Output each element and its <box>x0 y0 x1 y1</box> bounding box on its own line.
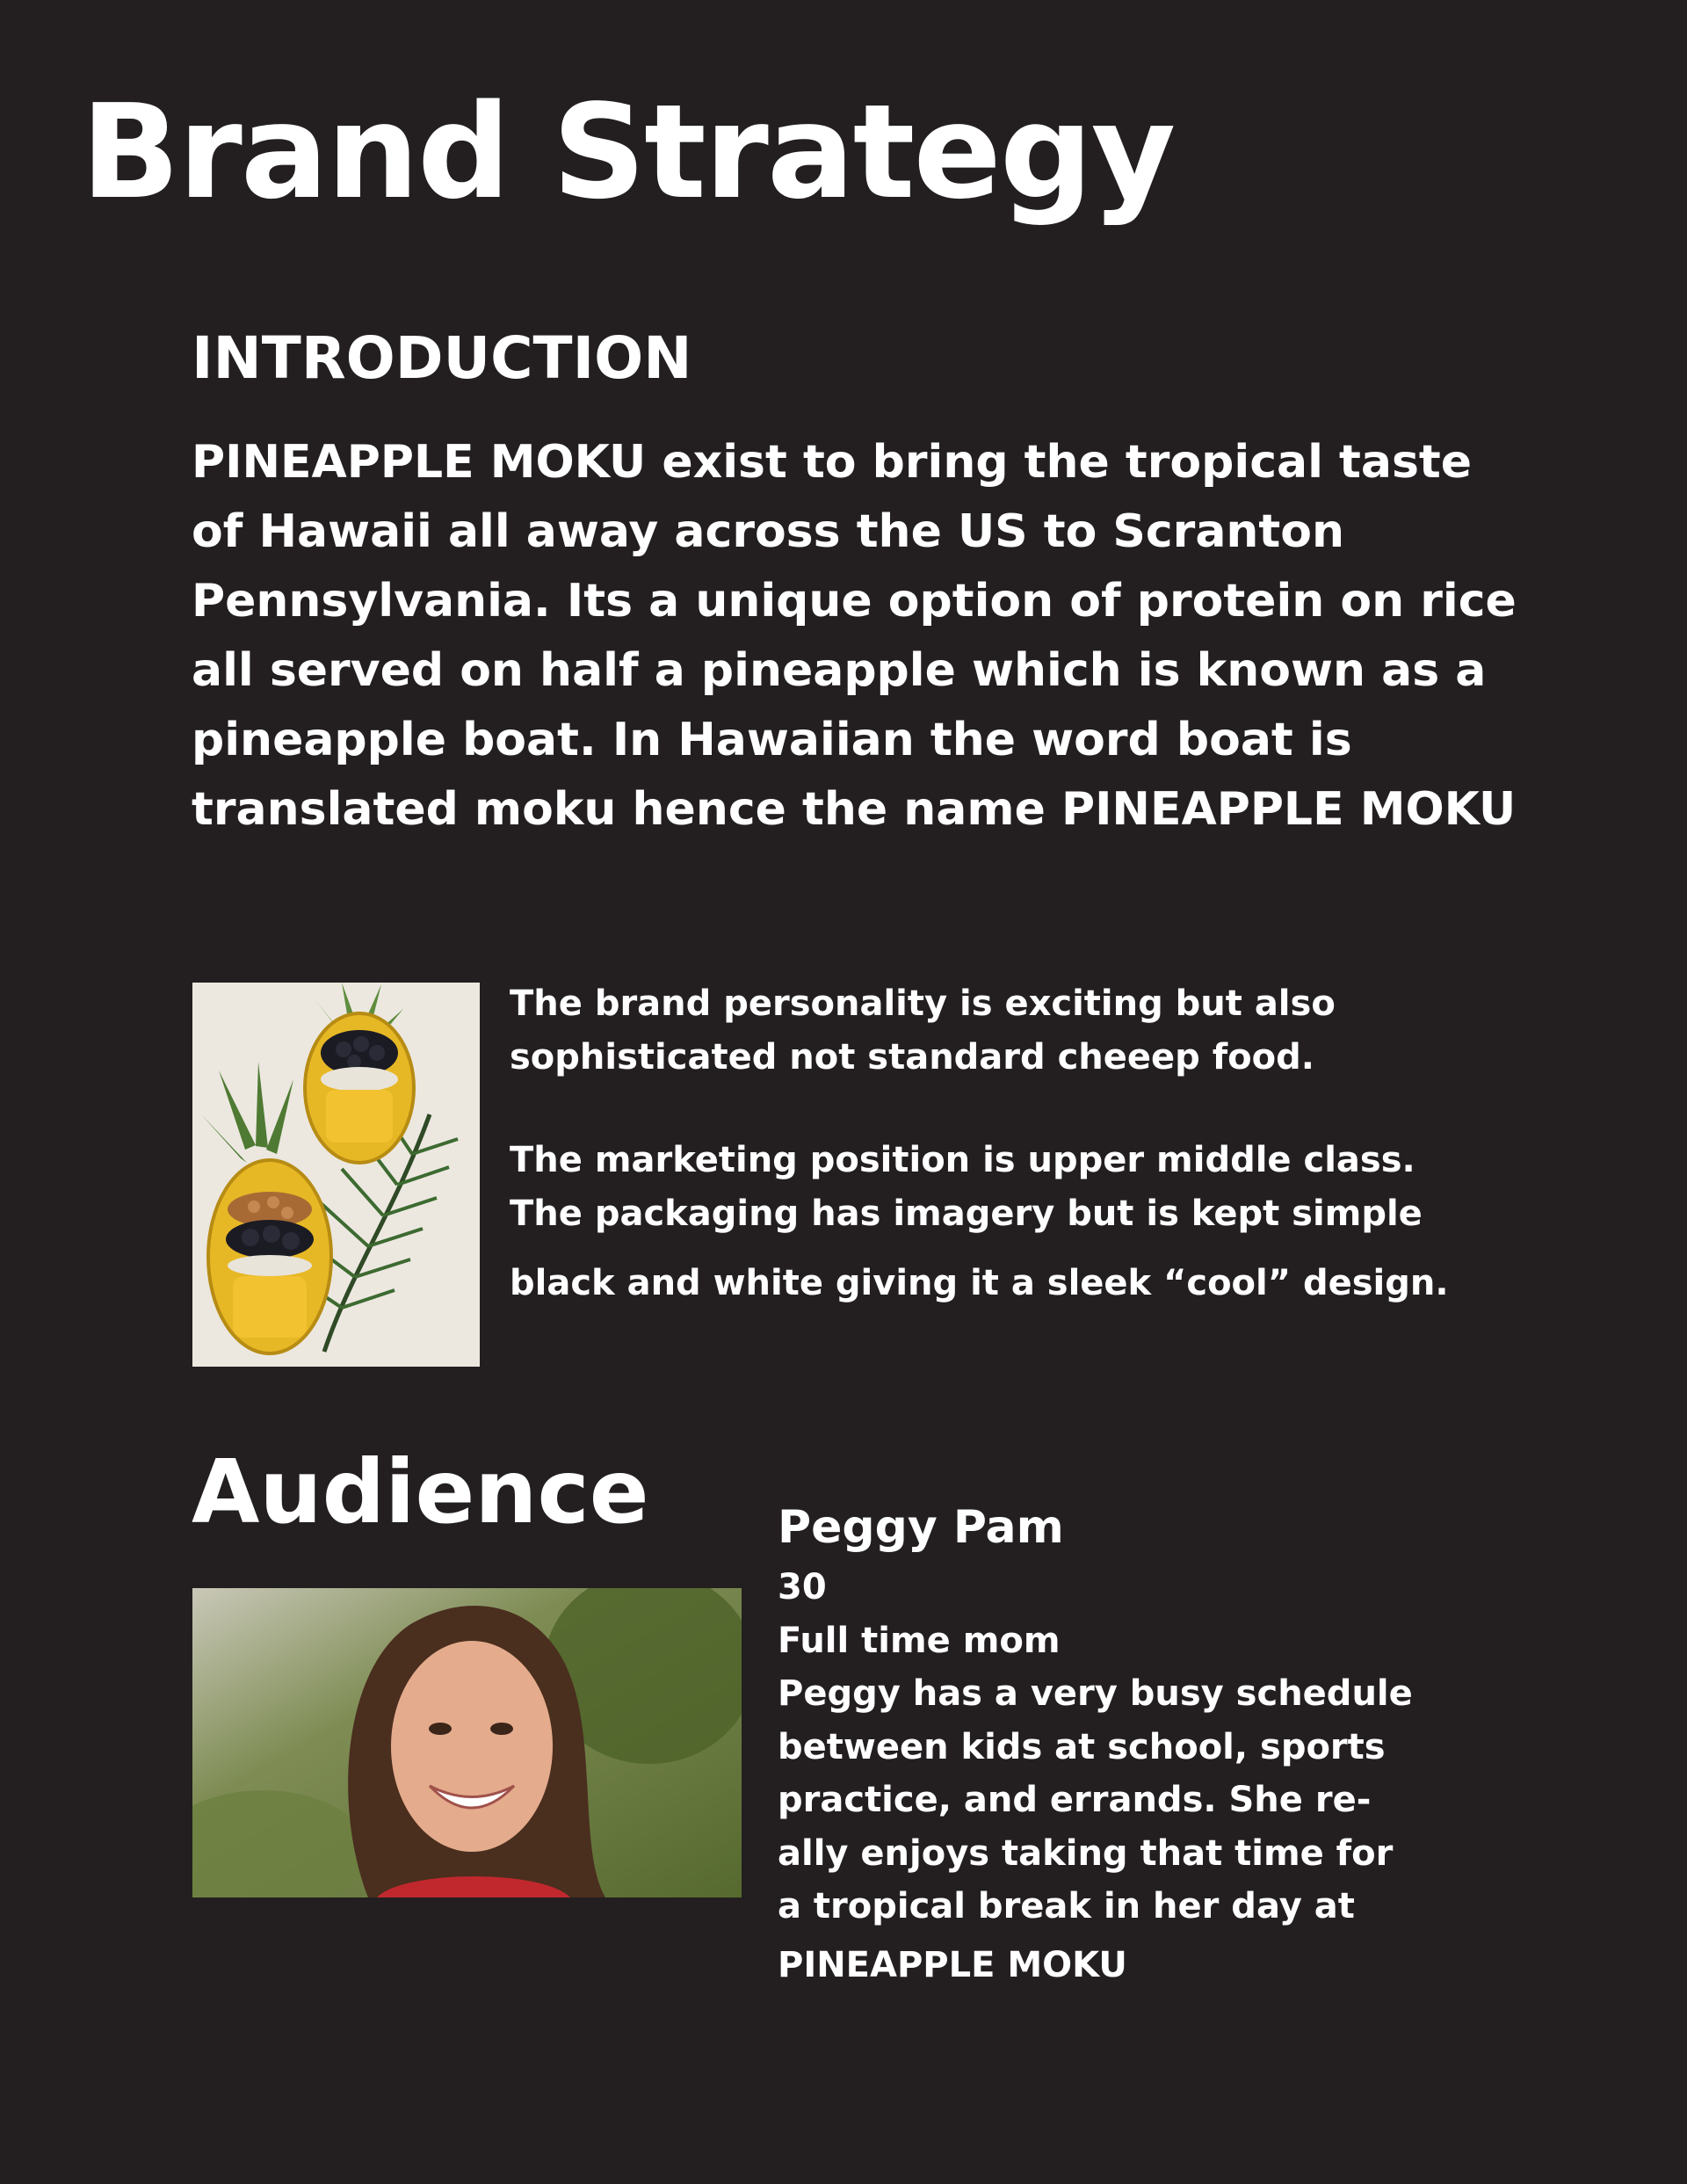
persona-card <box>778 1494 1568 1992</box>
introduction-heading: INTRODUCTION <box>192 324 692 392</box>
persona-description-line: a tropical break in her day at <box>778 1886 1355 1926</box>
persona-description-line: ally enjoys taking that time for <box>778 1832 1394 1874</box>
personality-line: sophisticated not standard cheeep food. <box>510 1037 1314 1077</box>
brand-name-lead: PINEAPPLE MOKU <box>192 436 647 489</box>
persona-brand-name: PINEAPPLE MOKU <box>778 1944 1127 1985</box>
brand-personality-text <box>510 977 1564 1310</box>
persona-description-line: between kids at school, sports <box>778 1726 1386 1767</box>
persona-description-line: practice, and errands. She re- <box>778 1780 1372 1820</box>
persona-name: Peggy Pam <box>778 1501 1064 1554</box>
introduction-text: exist to bring the tropical taste of Hawaii all away across the US to Scranton Pennsylvania. Its a unique option of protein on rice all served on half a pineapple which is known as a pineapple boat. In Hawaiian the word boat is translated moku hence the name <box>192 436 1517 836</box>
audience-heading: Audience <box>192 1440 649 1543</box>
page-title: Brand Strategy <box>81 76 1175 228</box>
introduction-paragraph <box>192 428 1527 845</box>
positioning-line: The packaging has imagery but is kept simple <box>510 1194 1423 1234</box>
persona-description-line: Peggy has a very busy schedule <box>778 1673 1413 1714</box>
persona-photo <box>192 1588 742 1897</box>
positioning-line: The marketing position is upper middle class. <box>510 1140 1415 1180</box>
brand-name-tail: PINEAPPLE MOKU <box>1061 783 1517 836</box>
pineapple-boat-photo <box>192 983 480 1367</box>
persona-age: 30 <box>778 1567 827 1607</box>
personality-line: The brand personality is exciting but also <box>510 983 1336 1024</box>
persona-role: Full time mom <box>778 1620 1061 1661</box>
positioning-line: black and white giving it a sleek “cool” design. <box>510 1263 1449 1303</box>
